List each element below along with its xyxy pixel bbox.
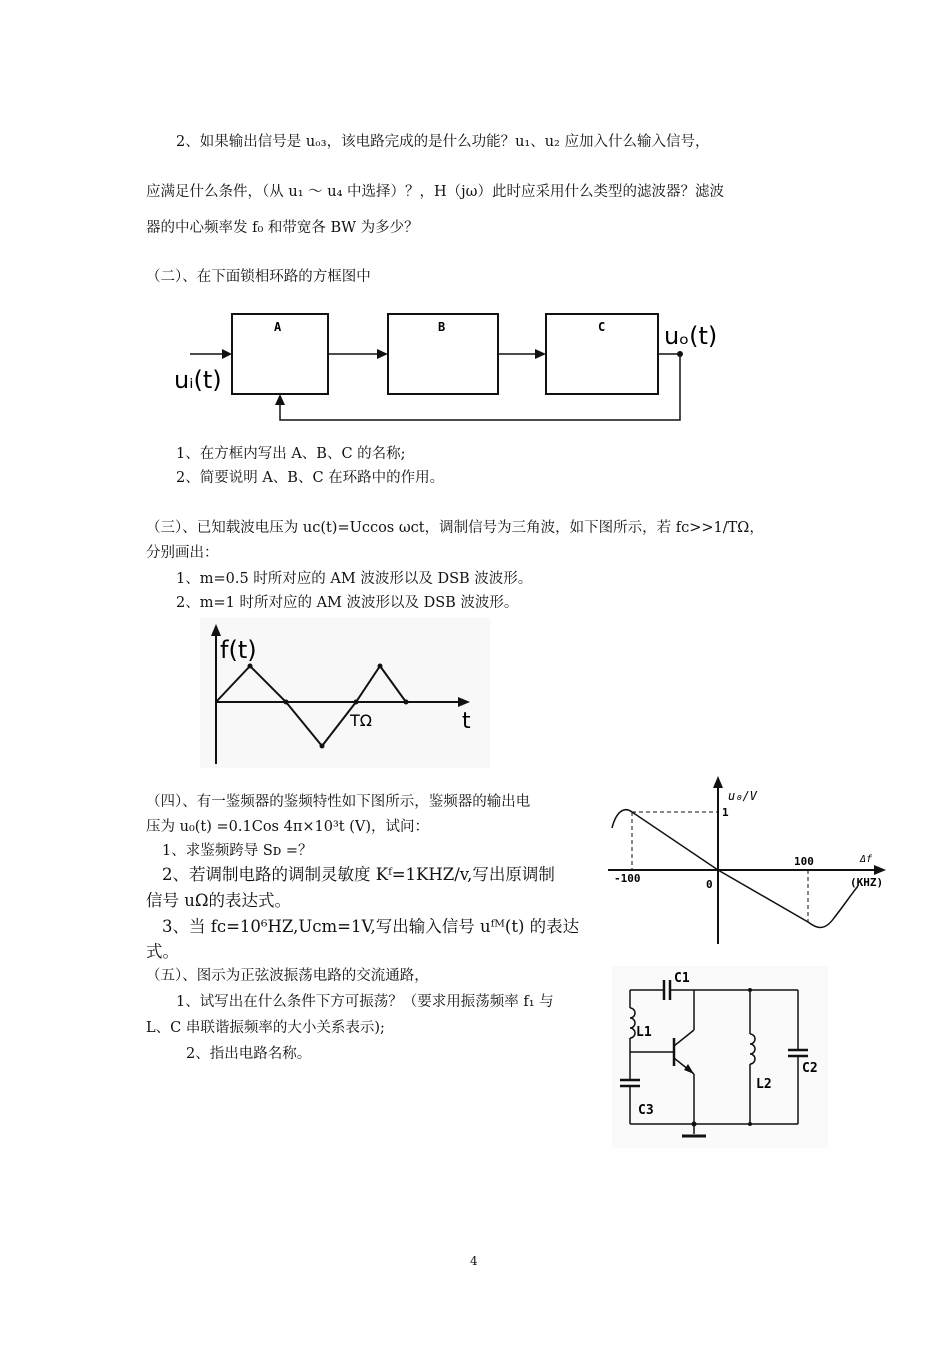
fig4-curve (612, 810, 858, 928)
l2-label: L2 (756, 1077, 772, 1092)
output-label: uₒ(t) (664, 322, 718, 350)
q2-item2: 2、简要说明 A、B、C 在环路中的作用。 (176, 470, 445, 486)
q4-item2a: 2、若调制电路的调制灵敏度 Kᶠ=1KHZ/v,写出原调制 (162, 865, 555, 884)
fig4-x-neg: -100 (614, 872, 641, 885)
discriminator-curve-figure (602, 772, 902, 948)
fig3-xlabel: t (462, 709, 471, 734)
input-arrow-icon (222, 349, 232, 359)
fig4-xlabel: Δf (860, 854, 873, 865)
q4-item3a: 3、当 fᴄ=10⁶HZ,Uᴄm=1V,写出输入信号 uᶠᴹ(t) 的表达 (162, 917, 580, 936)
page-number: 4 (470, 1254, 478, 1268)
q4-line2: 压为 u₀(t) =0.1Cos 4π×10³t (V)，试问： (146, 819, 429, 835)
q5-item1b: L、C 串联谐振频率的大小关系表示); (146, 1020, 385, 1036)
fig4-y1: 1 (722, 806, 729, 819)
arrow-b-c-icon (535, 349, 546, 359)
fig4-ylabel: u₀/V (728, 789, 757, 803)
block-a-label: A (274, 320, 282, 334)
fig3-period: TΩ (350, 711, 372, 730)
oscillator-circuit-figure (612, 966, 828, 1148)
c1-label: C1 (674, 971, 690, 986)
input-label: uᵢ(t) (174, 366, 222, 394)
feedback-arrow-icon (275, 394, 285, 405)
q4-item2b: 信号 uΩ的表达式。 (146, 891, 292, 910)
q4-line1: （四）、有一鉴频器的鉴频特性如下图所示，鉴频器的输出电 (146, 794, 531, 810)
fig4-x0: 0 (706, 878, 713, 891)
q3-item1: 1、m=0.5 时所对应的 AM 波波形以及 DSB 波波形。 (176, 571, 533, 587)
fig4-xunit: (KHZ) (850, 876, 884, 889)
q3-line2: 分别画出： (146, 545, 219, 561)
triangle-wave-figure (200, 618, 490, 768)
l1-label: L1 (636, 1025, 652, 1040)
fig3-ylabel: f(t) (220, 636, 257, 664)
pll-block-diagram (170, 302, 730, 430)
fig4-x-arrow-icon (874, 865, 886, 875)
c2-label: C2 (802, 1061, 818, 1076)
arrow-a-b-icon (377, 349, 388, 359)
q1-line2: 应满足什么条件，（从 u₁ ～ u₄ 中选择）？，H（jω）此时应采用什么类型的滤波器？滤波 (146, 184, 724, 200)
block-b-label: B (438, 320, 446, 334)
q5-item1a: 1、试写出在什么条件下方可振荡？（要求用振荡频率 f₁ 与 (176, 994, 554, 1010)
q1-line3: 器的中心频率发 f₀ 和带宽各 BW 为多少？ (146, 220, 419, 236)
c3-label: C3 (638, 1103, 654, 1118)
q2-item1: 1、在方框内写出 A、B、C 的名称; (176, 446, 406, 462)
fig4-x-pos: 100 (794, 855, 814, 868)
q4-item1: 1、求鉴频跨导 Sᴅ =？ (162, 843, 313, 859)
q3-line1: （三）、已知载波电压为 uᴄ(t)=Uᴄcos ωᴄt，调制信号为三角波，如下图所示，若 fᴄ>>1/TΩ， (146, 520, 764, 536)
q5-line1: （五）、图示为正弦波振荡电路的交流通路， (146, 968, 429, 984)
q4-item3b: 式。 (146, 942, 179, 961)
q3-item2: 2、m=1 时所对应的 AM 波波形以及 DSB 波波形。 (176, 595, 519, 611)
q1-line1: 2、如果输出信号是 uₒ₃，该电路完成的是什么功能？u₁、u₂ 应加入什么输入信号， (176, 134, 710, 150)
q2-title: （二）、在下面锁相环路的方框图中 (146, 269, 371, 285)
q5-item2: 2、指出电路名称。 (186, 1046, 312, 1062)
block-c-label: C (598, 320, 606, 334)
fig4-y-arrow-icon (713, 776, 723, 788)
